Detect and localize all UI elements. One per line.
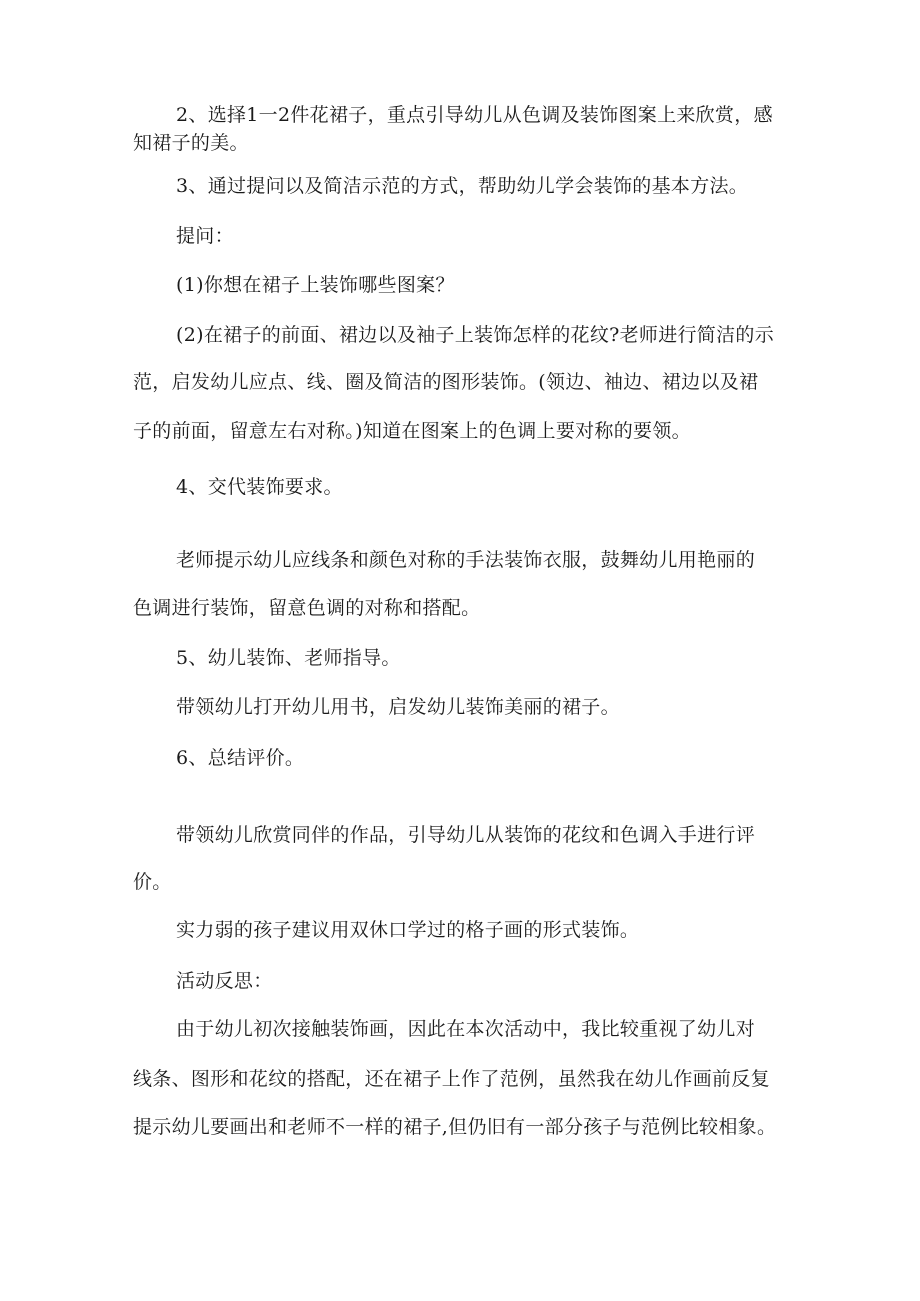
guide-book-line: 带领幼儿打开幼儿用书，启发幼儿装饰美丽的裙子。 bbox=[176, 696, 620, 718]
step-3-line: 3、通过提问以及简洁示范的方式，帮助幼儿学会装饰的基本方法。 bbox=[176, 175, 749, 197]
step-2-line-2: 知裙子的美。 bbox=[133, 132, 249, 154]
reflection-line-1: 由于幼儿初次接触装饰画，因此在本次活动中，我比较重视了幼儿对 bbox=[176, 1018, 756, 1040]
step-5-line: 5、幼儿装饰、老师指导。 bbox=[176, 647, 401, 669]
weak-children-line: 实力弱的孩子建议用双休口学过的格子画的形式装饰。 bbox=[176, 919, 640, 941]
question-2-line-2: 范，启发幼儿应点、线、圈及简洁的图形装饰。(领边、袖边、裙边以及裙 bbox=[133, 371, 759, 393]
reflection-heading: 活动反思： bbox=[176, 970, 273, 992]
question-1: (1)你想在裙子上装饰哪些图案？ bbox=[176, 274, 455, 296]
reflection-line-2: 线条、图形和花纹的搭配，还在裙子上作了范例，虽然我在幼儿作画前反复 bbox=[133, 1068, 770, 1090]
reflection-line-3: 提示幼儿要画出和老师不一样的裙子,但仍旧有一部分孩子与范例比较相象。 bbox=[133, 1116, 777, 1138]
step-6-line: 6、总结评价。 bbox=[176, 747, 305, 769]
teacher-tip-line-2: 色调进行装饰，留意色调的对称和搭配。 bbox=[133, 597, 481, 619]
step-2-line-1: 2、选择1一2件花裙子，重点引导幼儿从色调及装饰图案上来欣赏，感 bbox=[176, 104, 773, 126]
step-4-line: 4、交代装饰要求。 bbox=[176, 476, 343, 498]
teacher-tip-line-1: 老师提示幼儿应线条和颜色对称的手法装饰衣服，鼓舞幼儿用艳丽的 bbox=[176, 549, 756, 571]
question-2-line-1: (2)在裙子的前面、裙边以及袖子上装饰怎样的花纹?老师进行简洁的示 bbox=[176, 324, 775, 346]
question-2-line-3: 子的前面，留意左右对称。)知道在图案上的色调上要对称的要领。 bbox=[133, 420, 691, 442]
evaluation-line-2: 价。 bbox=[133, 871, 172, 893]
question-heading: 提问： bbox=[176, 225, 234, 247]
evaluation-line-1: 带领幼儿欣赏同伴的作品，引导幼儿从装饰的花纹和色调入手进行评 bbox=[176, 824, 756, 846]
